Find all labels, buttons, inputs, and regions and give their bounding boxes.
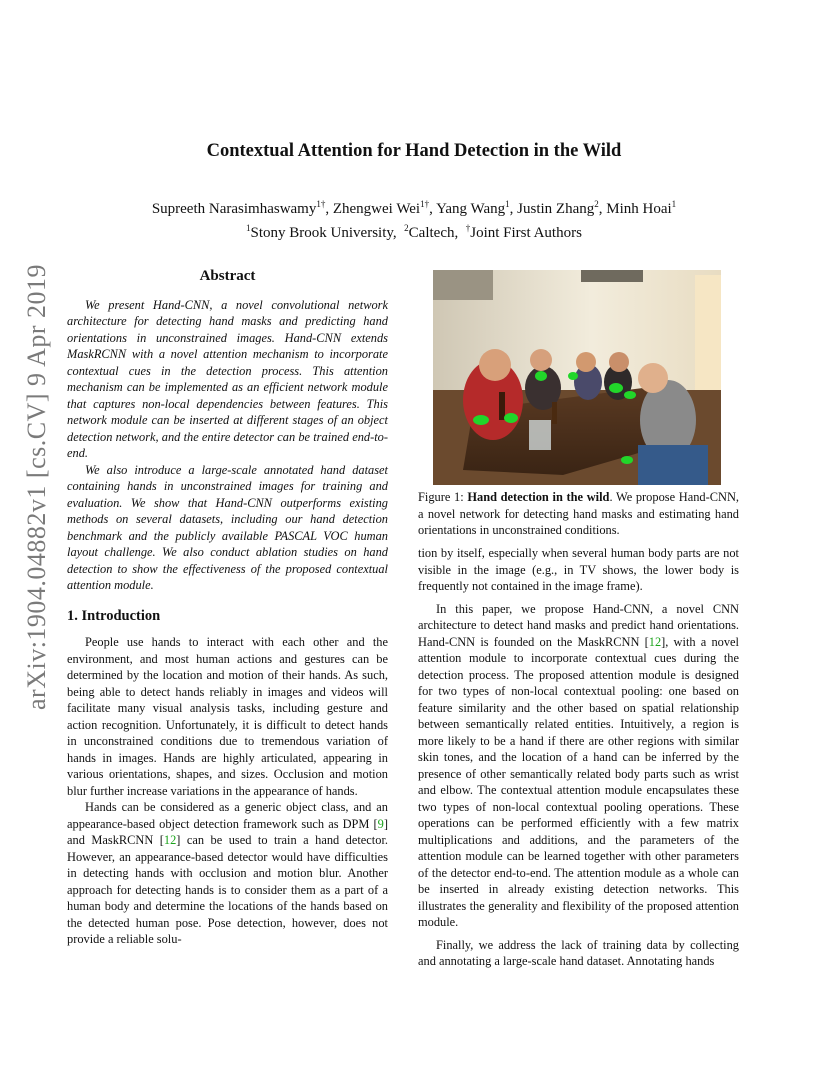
abstract-heading: Abstract <box>199 268 256 284</box>
body-text: In this paper, we propose Hand-CNN, a novel CNN architecture to detect hand masks and predict hand orientations. Hand-CNN is founded on the MaskRCNN [ <box>418 601 739 649</box>
author-name: Minh Hoai <box>606 201 672 217</box>
right-column-body <box>418 545 739 970</box>
affiliation-list <box>0 219 828 243</box>
affiliation: Caltech, <box>408 225 459 241</box>
intro-paragraph: People use hands to interact with each other and the environment, and most human actions and gestures can be determined by the location and motion of their hands. As such, being able to detect hands reliably in images and videos will facilitate many visual analysis tasks, including gesture and action recognition. Unfortunately, it is difficult to detect hands in unconstrained conditions due to tremendous variation of hands in images. Hands are highly articulated, appearing in various orientations, shapes, and sizes. Occlusion and motion blur further increase variations in the appearance of hands. <box>67 635 388 798</box>
left-column <box>67 268 388 948</box>
author-list: Supreeth Narasimhaswamy$^{1\dagger}$, Zhengwei Wei$^{1\dagger}$, Yang Wang$^1$, Justin Zhang$^2$, Minh Hoai$^1$ <box>151 199 677 217</box>
body-paragraph: tion by itself, especially when several human body parts are not visible in the image (e.g., in TV shows, the lower body is frequently not contained in the image frame). <box>418 546 739 593</box>
affiliation-sup: 1 <box>246 223 251 233</box>
body-paragraph: Finally, we address the lack of training data by collecting and annotating a large-scale hand dataset. Annotating hands <box>418 937 739 968</box>
author-name: Supreeth Narasimhaswamy <box>151 201 317 217</box>
author-name: Zhengwei Wei <box>332 201 421 217</box>
section-heading-introduction: 1. Introduction <box>67 607 161 624</box>
wall-frame-left <box>433 270 493 300</box>
citation-link[interactable]: 9 <box>377 816 384 831</box>
citation-link[interactable]: 12 <box>163 833 177 847</box>
caption-label: Figure 1: <box>418 490 464 504</box>
wall-frame-right <box>581 270 643 282</box>
photo-illustration <box>433 270 721 485</box>
intro-text: Hands can be considered as a generic object class, and an appearance-based object detection framework such as DPM [ <box>67 800 388 831</box>
author-sup: 1 <box>505 199 510 209</box>
arxiv-identifier: arXiv:1904.04882v1 [cs.CV] 9 Apr 2019 <box>22 263 51 711</box>
paper-title: Contextual Attention for Hand Detection in the Wild <box>206 141 622 161</box>
arxiv-sidebar <box>20 263 54 711</box>
intro-text: ] can be used to train a hand detector. However, an appearance-based detector would have difficulties in detecting hands with occlusion and motion blur. Another approach for detecting hands is to consider them as a part of a human body and determine the locations of the hands based on the detected human pose. Pose detection, however, does not provide a reliable solu- <box>67 833 388 946</box>
author-sup: 1† <box>420 199 430 209</box>
author-name: Justin Zhang <box>517 201 595 217</box>
affiliation: Joint First Authors <box>470 225 582 241</box>
author-name: Yang Wang <box>436 201 506 217</box>
intro-paragraph <box>67 799 388 948</box>
figure-1-caption <box>418 489 739 539</box>
author-sup: 2 <box>594 199 599 209</box>
author-sup: 1† <box>316 199 326 209</box>
author-sup: 1 <box>671 199 677 209</box>
abstract-paragraph: We also introduce a large-scale annotated hand dataset containing hands in unconstrained images for training and evaluation. We show that Hand-CNN outperforms existing methods on several datasets, including our hand detection benchmark and the publicly available PASCAL VOC human layout challenge. We also conduct ablation studies on hand detection to show the effectiveness of the proposed contextual attention module. <box>67 462 388 592</box>
affiliation-sup: 2 <box>404 223 409 233</box>
citation-link[interactable]: 12 <box>648 634 662 649</box>
abstract-paragraph: We present Hand-CNN, a novel convolutional network architecture for detecting hand masks and predicting hand orientations in unconstrained images. Hand-CNN extends MaskRCNN with a novel attention mechanism to incorporate contextual cues in the detection process. This attention mechanism can be implemented as an efficient network module that captures non-local dependencies between features. This network module can be inserted at different stages of an object detection network, and the entire detector can be trained end-to-end. <box>67 297 388 460</box>
body-text: ], with a novel attention module to incorporate contextual cues during the detection process. The proposed attention module is designed for two types of non-local contextual pooling: one based on feature similarity and the other based on spatial relationship between semantically related entities. Intuitively, a region is more likely to be a hand if there are other regions with similar skin tones, and the location of a hand can be inferred by the presence of other semantically related body parts such as wrist and elbow. The contextual attention module encapsulates these two types of non-local contextual pooling operations. These operations can be performed efficiently with a few matrix multiplications and additions, and the parameters of the attention module can be learned together with other parameters of the detector end-to-end. The attention module as a whole can be inserted in already existing detection networks. This illustrates the generality and flexibility of the proposed attention module. <box>418 634 739 929</box>
author-block <box>0 195 828 243</box>
intro-text: ] and MaskRCNN [ <box>67 816 388 847</box>
caption-bold: Hand detection in the wild <box>467 490 610 504</box>
body-paragraph <box>418 601 739 931</box>
affiliation-sup: † <box>465 223 471 233</box>
figure-1-photo <box>433 270 721 485</box>
affiliation: Stony Brook University, <box>250 225 397 241</box>
caption-text: . We propose Hand-CNN, a novel network for detecting hand masks and estimating hand orientations in unconstrained conditions. <box>418 490 739 537</box>
